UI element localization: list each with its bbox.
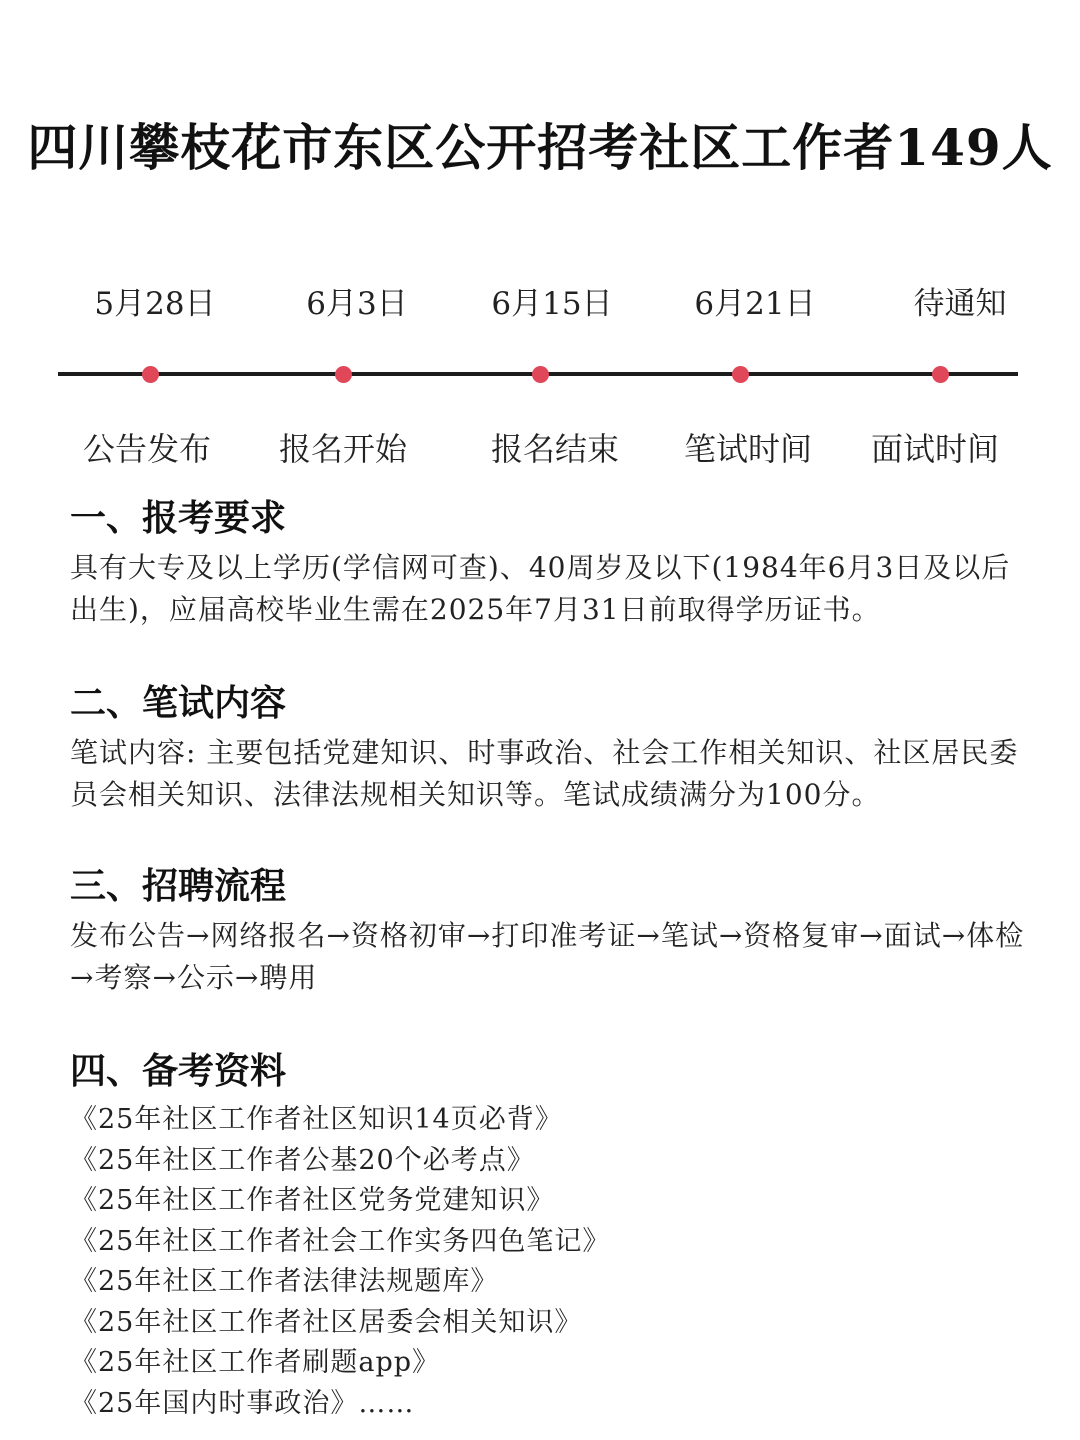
section-exam-content — [70, 675, 1030, 816]
list-item: 《25年国内时事政治》…… — [70, 1387, 415, 1419]
timeline-event: 笔试时间 — [683, 430, 812, 468]
section-recruitment-process — [70, 858, 1030, 999]
timeline-dot — [142, 366, 159, 383]
section-title: 一、报考要求 — [70, 497, 287, 539]
list-item: 《25年社区工作者公基20个必考点》 — [70, 1144, 535, 1176]
timeline-dot — [532, 366, 549, 383]
list-item: 《25年社区工作者法律法规题库》 — [70, 1266, 499, 1297]
section-requirements — [70, 490, 1030, 631]
timeline-dot — [335, 366, 352, 383]
timeline-date: 6月21日 — [694, 286, 816, 322]
timeline-event: 面试时间 — [870, 430, 999, 468]
timeline-date: 待通知 — [913, 286, 1007, 322]
list-item: 《25年社区工作者社区居委会相关知识》 — [70, 1306, 583, 1338]
list-item: 《25年社区工作者刷题app》 — [70, 1347, 441, 1378]
section-body: 发布公告→网络报名→资格初审→打印准考证→笔试→资格复审→面试→体检→考察→公示→聘用 — [70, 919, 1025, 994]
section-title: 四、备考资料 — [70, 1050, 287, 1092]
timeline-event: 报名结束 — [490, 430, 619, 468]
list-item: 《25年社区工作者社会工作实务四色笔记》 — [70, 1225, 611, 1257]
timeline-date: 6月3日 — [306, 286, 408, 322]
timeline — [0, 0, 1080, 470]
timeline-date: 5月28日 — [94, 286, 216, 322]
timeline-event: 报名开始 — [278, 430, 407, 468]
section-title: 三、招聘流程 — [70, 865, 287, 907]
section-body: 具有大专及以上学历(学信网可查)、40周岁及以下(1984年6月3日及以后出生)，应届高校毕业生需在2025年7月31日前取得学历证书。 — [70, 551, 1011, 626]
list-item: 《25年社区工作者社区党务党建知识》 — [70, 1185, 555, 1216]
materials-list — [70, 1100, 1030, 1424]
list-item: 《25年社区工作者社区知识14页必背》 — [70, 1104, 563, 1135]
timeline-event: 公告发布 — [82, 430, 211, 468]
section-study-materials — [70, 1043, 1030, 1424]
timeline-dot — [932, 366, 949, 383]
section-title: 二、笔试内容 — [70, 682, 287, 724]
timeline-dot — [732, 366, 749, 383]
section-body: 笔试内容: 主要包括党建知识、时事政治、社会工作相关知识、社区居民委员会相关知识、法律法规相关知识等。笔试成绩满分为100分。 — [70, 736, 1019, 811]
timeline-date: 6月15日 — [491, 286, 613, 322]
page-title: 四川攀枝花市东区公开招考社区工作者149人 — [27, 118, 1053, 177]
